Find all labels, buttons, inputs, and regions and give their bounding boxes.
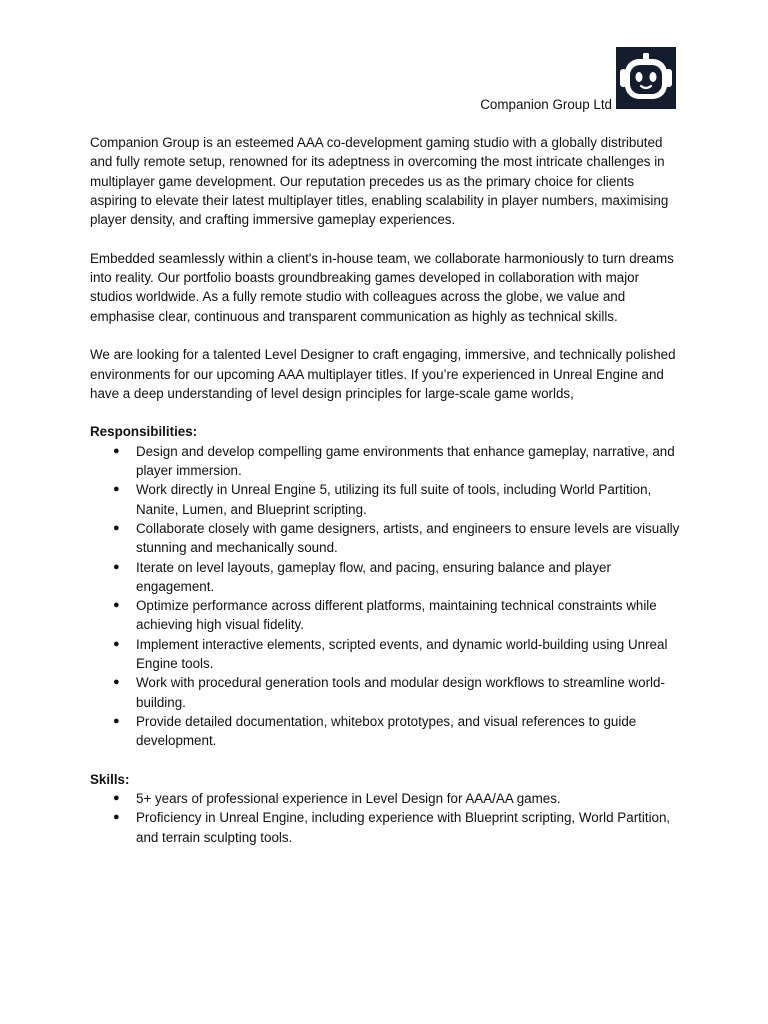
list-item: ● Implement interactive elements, scripted events, and dynamic world-building using Unreal Engine tools.	[113, 636, 668, 672]
list-item: ● Provide detailed documentation, whitebox prototypes, and visual references to guide development.	[113, 713, 637, 749]
bullet-icon: ●	[113, 599, 120, 612]
company-name: Companion Group Ltd	[480, 97, 612, 112]
bullet-icon: ●	[113, 811, 120, 824]
list-item: ● Optimize performance across different platforms, maintaining technical constraints while achieving high visual fidelity.	[113, 598, 657, 633]
bullet-icon: ●	[113, 444, 120, 457]
page-header	[0, 47, 676, 112]
list-item: ● Work with procedural generation tools and modular design workflows to streamline world-building.	[113, 675, 665, 710]
list-item: ● Design and develop compelling game environments that enhance gameplay, narrative, and player immersion.	[113, 443, 675, 479]
responsibilities-list	[90, 442, 680, 751]
list-item: ● Iterate on level layouts, gameplay flow, and pacing, ensuring balance and player engagement.	[113, 559, 611, 594]
list-item: ● Proficiency in Unreal Engine, including experience with Blueprint scripting, World Partition, and terrain sculpting tools.	[113, 810, 671, 845]
intro-paragraph: Embedded seamlessly within a client's in-house team, we collaborate harmoniously to turn dreams into reality. Our portfolio boasts groundbreaking games developed in collaboration with major studios worldwide. As a fully remote studio with colleagues across the globe, we value and emphasise clear, continuous and transparent communication as highly as technical skills.	[90, 250, 674, 324]
bullet-icon: ●	[113, 792, 120, 805]
company-logo	[616, 47, 676, 109]
bullet-icon: ●	[113, 714, 120, 727]
bullet-icon: ●	[113, 560, 120, 573]
bullet-icon: ●	[113, 483, 120, 496]
list-item: ● Work directly in Unreal Engine 5, utilizing its full suite of tools, including World Partition, Nanite, Lumen, and Blueprint scripting.	[113, 482, 652, 517]
bullet-icon: ●	[113, 676, 120, 689]
bullet-icon: ●	[113, 637, 120, 650]
responsibilities-heading: Responsibilities:	[90, 424, 198, 440]
robot-icon	[616, 47, 676, 109]
list-item: ● Collaborate closely with game designers, artists, and engineers to ensure levels are visually stunning and mechanically sound.	[113, 520, 680, 556]
intro-paragraph: We are looking for a talented Level Designer to craft engaging, immersive, and technically polished environments for our upcoming AAA multiplayer titles. If you’re experienced in Unreal Engine and have a deep understanding of level design principles for large-scale game worlds,	[90, 347, 676, 401]
bullet-icon: ●	[113, 521, 120, 534]
intro-paragraph: Companion Group is an esteemed AAA co-development gaming studio with a globally distributed and fully remote setup, renowned for its adeptness in overcoming the most intricate challenges in multiplayer game development. Our reputation precedes us as the primary choice for clients aspiring to elevate their latest multiplayer titles, enabling scalability in player numbers, maximising player density, and crafting immersive gameplay experiences.	[90, 135, 669, 228]
skills-list	[90, 789, 680, 847]
document-body	[90, 133, 680, 866]
list-item: ● 5+ years of professional experience in Level Design for AAA/AA games.	[90, 789, 680, 808]
skills-heading: Skills:	[90, 771, 130, 787]
